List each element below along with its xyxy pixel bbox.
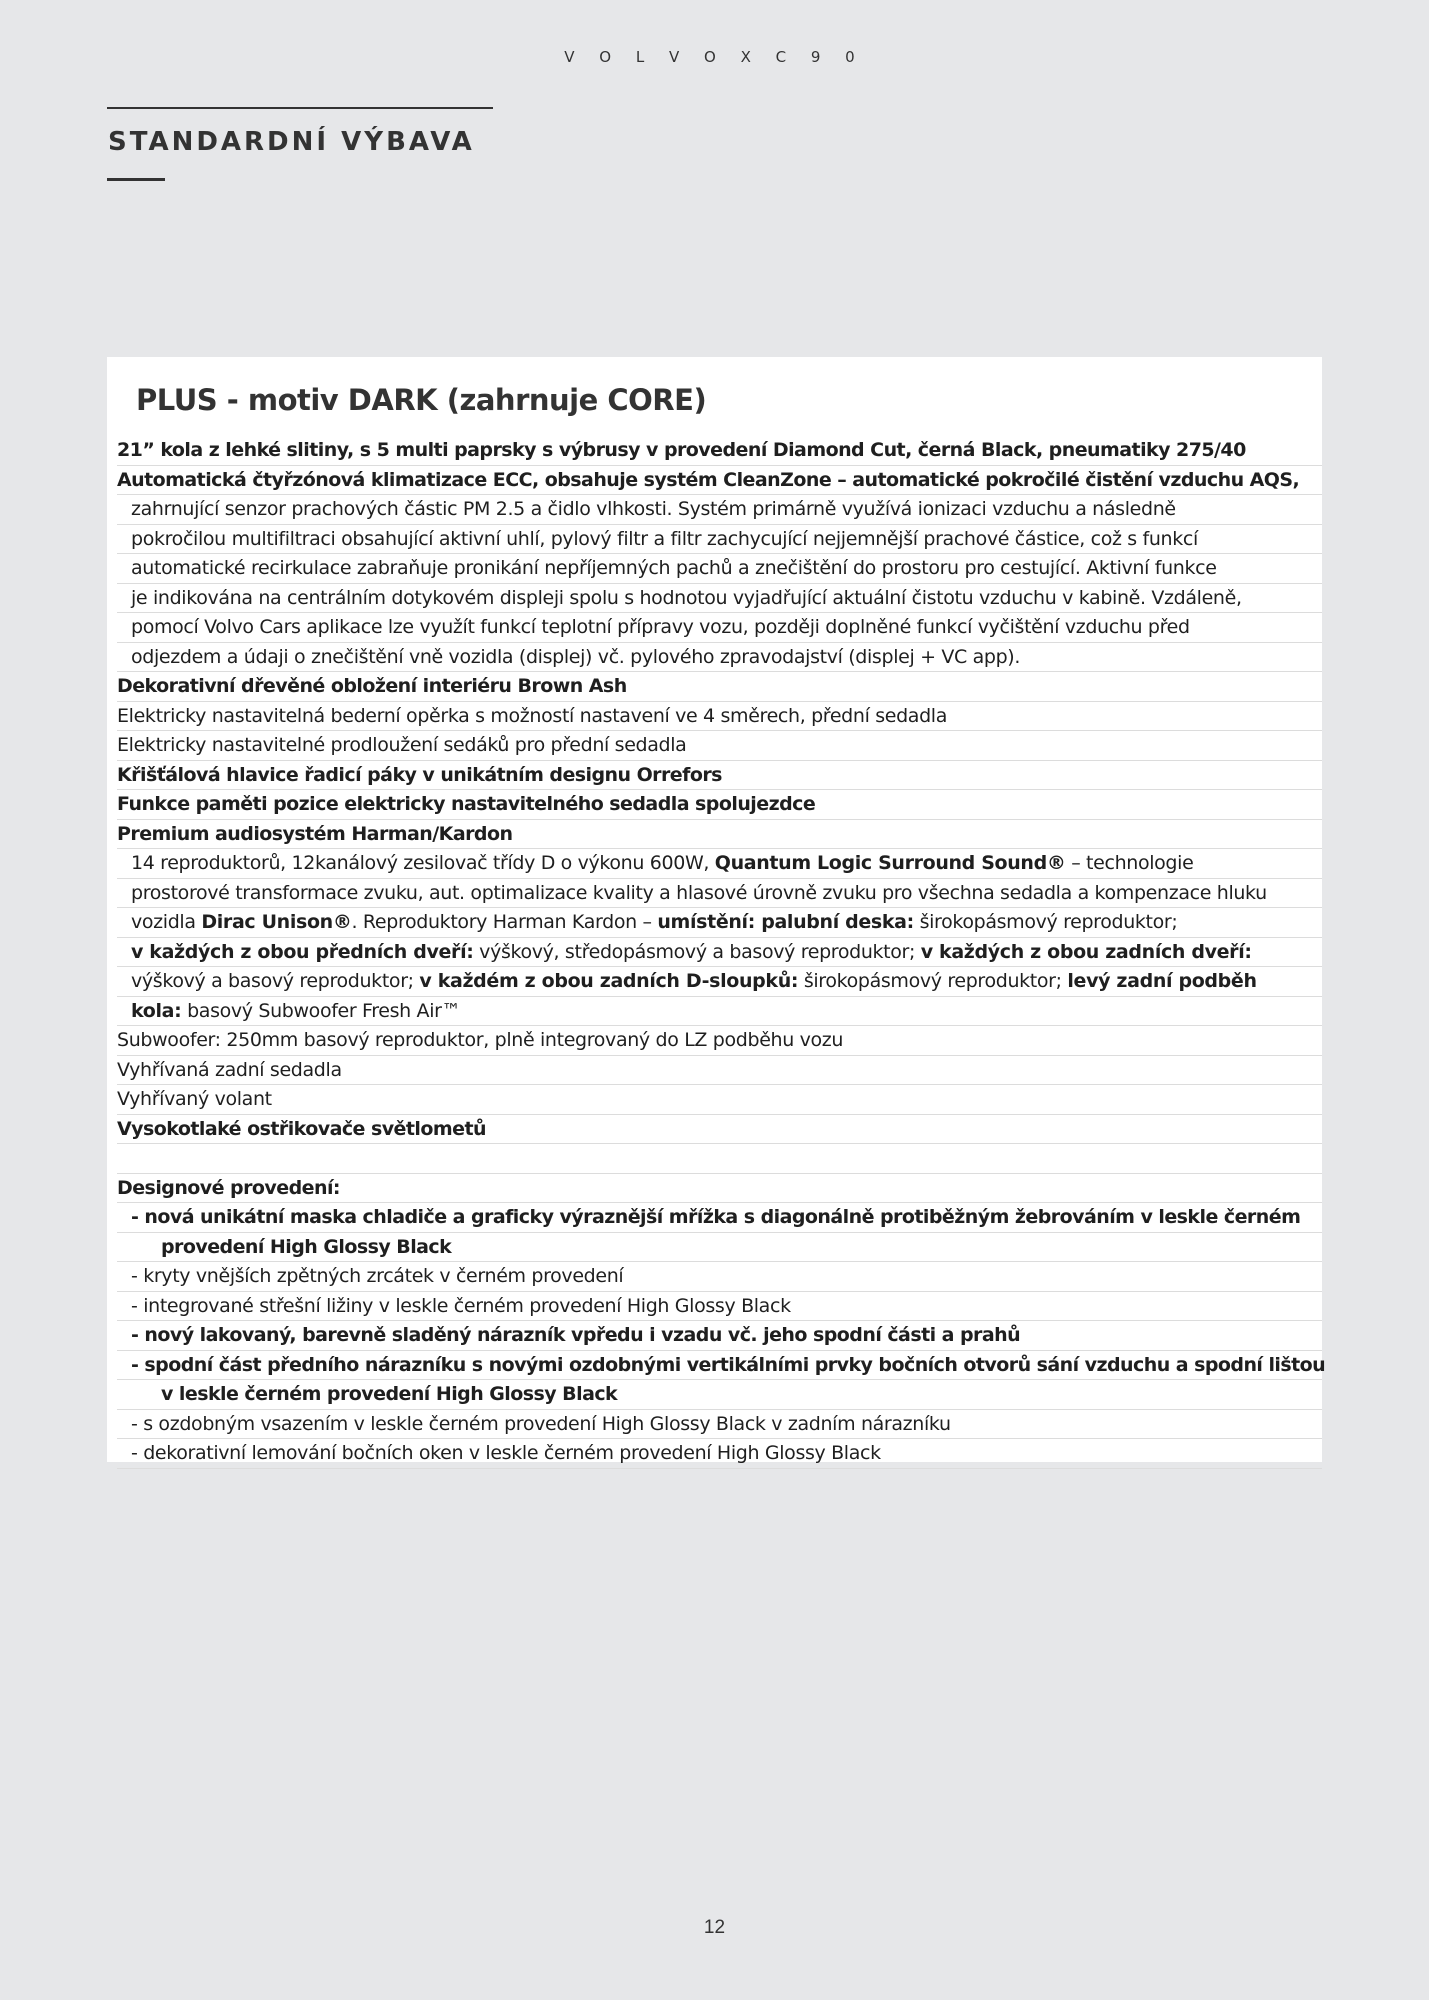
list-item: - kryty vnějších zpětných zrcátek v černém provedení — [117, 1262, 1322, 1292]
text-run: 14 reproduktorů, 12kanálový zesilovač třídy D o výkonu 600W, — [131, 852, 715, 874]
list-item: Vysokotlaké ostřikovače světlometů — [117, 1115, 1322, 1145]
list-item: - s ozdobným vsazením v leskle černém provedení High Glossy Black v zadním nárazníku — [117, 1410, 1322, 1440]
list-item: Vyhřívaný volant — [117, 1085, 1322, 1115]
text-run-bold: v každých z obou předních dveří: — [131, 940, 474, 963]
list-item — [117, 997, 1322, 1027]
text-run: širokopásmový reproduktor; — [913, 911, 1178, 933]
equipment-panel — [107, 357, 1326, 1464]
list-item: odjezdem a údaji o znečištění vně vozidla (displej) vč. pylového zpravodajství (displej + VC app). — [117, 643, 1322, 673]
text-run: vozidla — [131, 911, 202, 933]
list-item: je indikována na centrálním dotykovém displeji spolu s hodnotou vyjadřující aktuální čistotu vzduchu v kabině. Vzdáleně, — [117, 584, 1322, 614]
equipment-list — [117, 436, 1326, 1469]
list-item: provedení High Glossy Black — [117, 1233, 1322, 1263]
list-item: Křišťálová hlavice řadicí páky v unikátním designu Orrefors — [117, 761, 1322, 791]
list-item: Automatická čtyřzónová klimatizace ECC, obsahuje systém CleanZone – automatické pokročilé čistění vzduchu AQS, — [117, 466, 1322, 496]
list-item: Elektricky nastavitelné prodloužení sedáků pro přední sedadla — [117, 731, 1322, 761]
list-item: 21” kola z lehké slitiny, s 5 multi paprsky s výbrusy v provedení Diamond Cut, černá Black, pneumatiky 275/40 — [117, 436, 1322, 466]
text-run: – technologie — [1065, 852, 1194, 874]
text-run: výškový a basový reproduktor; — [131, 970, 420, 992]
section-title: STANDARDNÍ VÝBAVA — [108, 127, 475, 157]
brand-header: V O L V O X C 9 0 — [564, 48, 865, 66]
text-run: širokopásmový reproduktor; — [798, 970, 1068, 992]
spacer-row — [117, 1144, 1322, 1174]
list-item: Premium audiosystém Harman/Kardon — [117, 820, 1322, 850]
list-item: pokročilou multifiltraci obsahující aktivní uhlí, pylový filtr a filtr zachycující nejjemnější prachové částice, což s funkcí — [117, 525, 1322, 555]
text-run-bold: levý zadní podběh — [1067, 970, 1257, 992]
text-run-bold: umístění: palubní deska: — [657, 911, 914, 933]
list-item: pomocí Volvo Cars aplikace lze využít funkcí teplotní přípravy vozu, později doplněné funkcí vyčištění vzduchu před — [117, 613, 1322, 643]
list-item: Designové provedení: — [117, 1174, 1322, 1204]
text-run: basový Subwoofer Fresh Air™ — [181, 999, 461, 1022]
list-item — [117, 849, 1322, 879]
list-item: zahrnující senzor prachových částic PM 2.5 a čidlo vlhkosti. Systém primárně využívá ionizaci vzduchu a následně — [117, 495, 1322, 525]
list-item: Dekorativní dřevěné obložení interiéru Brown Ash — [117, 672, 1322, 702]
list-item: - integrované střešní ližiny v leskle černém provedení High Glossy Black — [117, 1292, 1322, 1322]
top-rule — [107, 107, 493, 109]
text-run-bold: Quantum Logic Surround Sound® — [714, 852, 1066, 874]
title-underline — [107, 178, 165, 181]
list-item: v leskle černém provedení High Glossy Black — [117, 1380, 1322, 1410]
text-run-bold: v každých z obou zadních dveří: — [920, 940, 1252, 963]
text-run-bold: kola: — [131, 999, 182, 1022]
list-item: - dekorativní lemování bočních oken v leskle černém provedení High Glossy Black — [117, 1439, 1322, 1469]
list-item: prostorové transformace zvuku, aut. optimalizace kvality a hlasové úrovně zvuku pro všechna sedadla a kompenzace hluku — [117, 879, 1322, 909]
page-number: 12 — [703, 1917, 726, 1938]
text-run-bold: v každém z obou zadních D-sloupků: — [419, 970, 799, 992]
list-item: Vyhřívaná zadní sedadla — [117, 1056, 1322, 1086]
list-item: Funkce paměti pozice elektricky nastavitelného sedadla spolujezdce — [117, 790, 1322, 820]
panel-title: PLUS - motiv DARK (zahrnuje CORE) — [136, 383, 707, 417]
list-item: - nový lakovaný, barevně sladěný nárazník vpředu i vzadu vč. jeho spodní části a prahů — [117, 1321, 1322, 1351]
text-run-bold: Dirac Unison® — [201, 911, 352, 933]
list-item: - spodní část předního nárazníku s novými ozdobnými vertikálními prvky bočních otvorů sání vzduchu a spodní lištou — [117, 1351, 1322, 1381]
text-run: výškový, středopásmový a basový reproduktor; — [473, 940, 921, 963]
text-run: . Reproduktory Harman Kardon – — [351, 911, 658, 933]
list-item: Elektricky nastavitelná bederní opěrka s možností nastavení ve 4 směrech, přední sedadla — [117, 702, 1322, 732]
list-item: automatické recirkulace zabraňuje pronikání nepříjemných pachů a znečištění do prostoru pro cestující. Aktivní funkce — [117, 554, 1322, 584]
list-item — [117, 967, 1322, 997]
list-item — [117, 908, 1322, 938]
list-item: Subwoofer: 250mm basový reproduktor, plně integrovaný do LZ podběhu vozu — [117, 1026, 1322, 1056]
list-item — [117, 938, 1322, 968]
list-item: - nová unikátní maska chladiče a graficky výraznější mřížka s diagonálně protiběžným žebrováním v leskle černém — [117, 1203, 1322, 1233]
